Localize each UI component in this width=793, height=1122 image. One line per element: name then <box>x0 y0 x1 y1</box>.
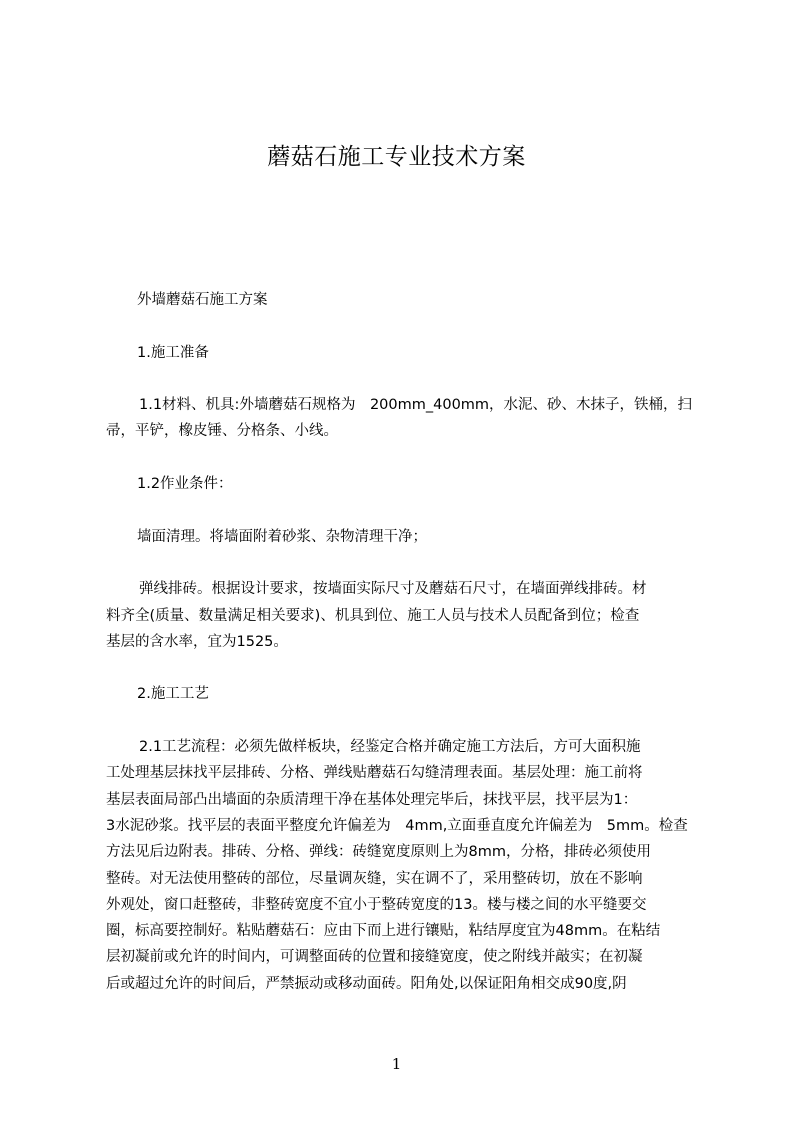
paragraph-line: 圈，标高要控制好。粘贴蘑菇石：应由下而上进行镶贴，粘结厚度宜为48mm。在粘结 <box>106 923 661 940</box>
paragraph-materials <box>106 392 698 445</box>
paragraph-line: 基层表面局部凸出墙面的杂质清理干净在基体处理完毕后，抹找平层，找平层为1： <box>106 791 638 808</box>
paragraph-gap <box>106 313 698 339</box>
paragraph-line: 层初凝前或允许的时间内，可调整面砖的位置和接缝宽度，使之附线并敲实；在初凝 <box>106 949 643 966</box>
paragraph-line: 1.1材料、机具:外墙蘑菇石规格为 200mm_400mm，水泥、砂、木抹子，铁桶，扫 <box>139 397 693 414</box>
paragraph-line: 3水泥砂浆。找平层的表面平整度允许偏差为 4mm,立面垂直度允许偏差为 5mm。检查 <box>106 817 688 834</box>
document-title: 蘑菇石施工专业技术方案 <box>267 144 526 170</box>
heading-construction-process: 2.施工工艺 <box>137 686 209 703</box>
paragraph-line: 基层的含水率，宜为1525。 <box>106 633 288 650</box>
section-title: 外墙蘑菇石施工方案 <box>137 292 268 308</box>
paragraph-line: 整砖。对无法使用整砖的部位，尽量调灰缝，实在调不了，采用整砖切，放在不影响 <box>106 870 643 887</box>
document-body <box>106 287 698 997</box>
paragraph-gap <box>106 366 698 392</box>
paragraph-process-flow <box>106 734 698 997</box>
paragraph-line-layout <box>106 576 698 655</box>
paragraph-line: 后或超过允许的时间后，严禁振动或移动面砖。阳角处,以保证阳角相交成90度,阴 <box>106 975 627 992</box>
paragraph-line: 方法见后边附表。排砖、分格、弹线：砖缝宽度原则上为8mm，分格，排砖必须使用 <box>106 844 651 861</box>
heading-preparation: 1.施工准备 <box>137 344 209 361</box>
paragraph-gap <box>106 497 698 523</box>
paragraph-line: 2.1工艺流程：必须先做样板块，经鉴定合格并确定施工方法后，方可大面积施 <box>139 739 641 756</box>
paragraph-line: 工处理基层抹找平层排砖、分格、弹线贴蘑菇石勾缝清理表面。基层处理：施工前将 <box>106 765 643 782</box>
paragraph-line: 外观处，窗口赶整砖，非整砖宽度不宜小于整砖宽度的13。楼与楼之间的水平缝要交 <box>106 896 647 913</box>
paragraph-gap <box>106 708 698 734</box>
heading-work-conditions: 1.2作业条件： <box>137 476 233 493</box>
page-number: 1 <box>391 1055 402 1073</box>
paragraph-gap <box>106 655 698 681</box>
paragraph-gap <box>106 445 698 471</box>
paragraph-line: 弹线排砖。根据设计要求，按墙面实际尺寸及蘑菇石尺寸，在墙面弹线排砖。材 <box>139 581 647 598</box>
paragraph-wall-cleaning: 墙面清理。将墙面附着砂浆、杂物清理干净； <box>137 528 427 545</box>
paragraph-line: 料齐全(质量、数量满足相关要求)、机具到位、施工人员与技术人员配备到位；检查 <box>106 607 640 624</box>
paragraph-line: 帚，平铲，橡皮锤、分格条、小线。 <box>106 423 338 440</box>
paragraph-gap <box>106 550 698 576</box>
